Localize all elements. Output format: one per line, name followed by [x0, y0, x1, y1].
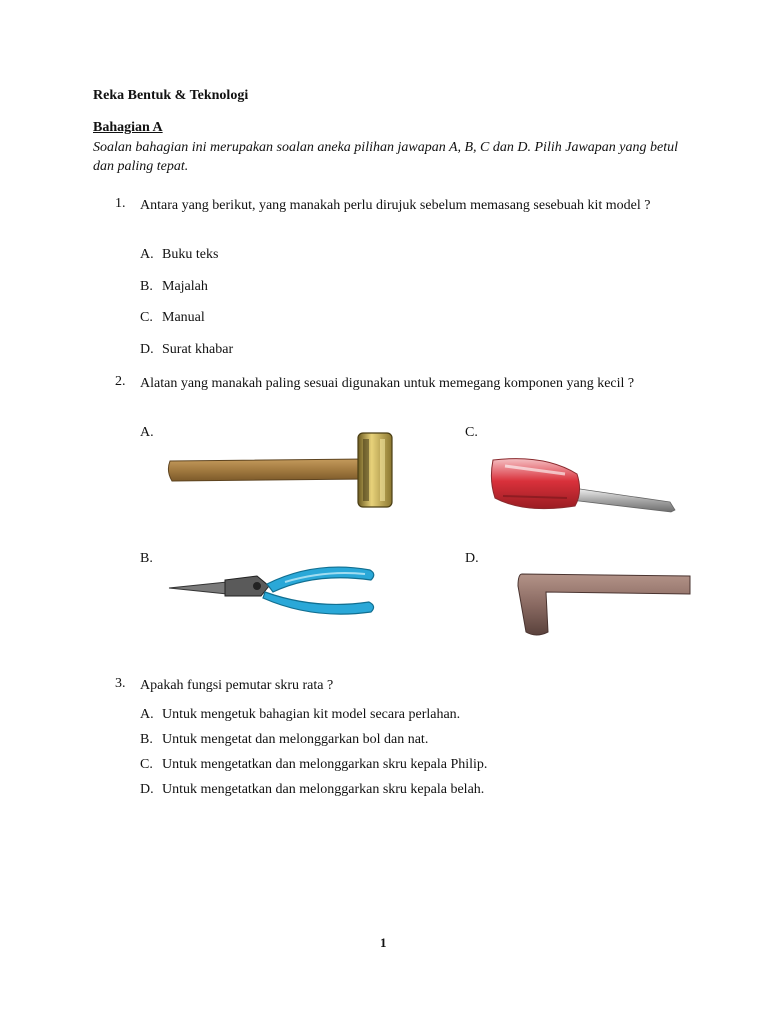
page-number: 1: [380, 935, 387, 950]
option-letter: B.: [140, 732, 153, 747]
option-letter: C.: [140, 310, 153, 325]
allen-key-icon: [510, 568, 695, 640]
question-number: 2.: [115, 374, 126, 389]
option-text: Surat khabar: [162, 342, 234, 357]
question-number: 1.: [115, 196, 126, 211]
option-letter: B.: [140, 551, 153, 566]
option-letter: B.: [140, 279, 153, 294]
option-text: Untuk mengetat dan melonggarkan bol dan nat.: [162, 732, 429, 747]
option-letter: C.: [140, 757, 153, 772]
option-text: Untuk mengetatkan dan melonggarkan skru kepala belah.: [162, 782, 485, 797]
option-letter: C.: [465, 425, 478, 440]
document-title: Reka Bentuk & Teknologi: [93, 88, 249, 103]
section-heading: Bahagian A: [93, 120, 163, 135]
option-letter: D.: [140, 342, 154, 357]
question-number: 3.: [115, 676, 126, 691]
option-text: Untuk mengetatkan dan melonggarkan skru kepala Philip.: [162, 757, 488, 772]
option-text: Untuk mengetuk bahagian kit model secara perlahan.: [162, 707, 461, 722]
question-text: Apakah fungsi pemutar skru rata ?: [140, 678, 334, 693]
option-letter: A.: [140, 247, 154, 262]
needle-nose-pliers-icon: [165, 562, 380, 622]
section-instruction: Soalan bahagian ini merupakan soalan aneka pilihan jawapan A, B, C dan D. Pilih Jawapan yang betul dan paling tepat.: [93, 140, 678, 174]
option-letter: A.: [140, 425, 154, 440]
option-letter: D.: [465, 551, 479, 566]
mallet-icon: [160, 425, 400, 515]
option-letter: D.: [140, 782, 154, 797]
option-letter: A.: [140, 707, 154, 722]
option-text: Buku teks: [162, 247, 219, 262]
question-text: Alatan yang manakah paling sesuai digunakan untuk memegang komponen yang kecil ?: [140, 376, 635, 391]
question-text: Antara yang berikut, yang manakah perlu dirujuk sebelum memasang sesebuah kit model ?: [140, 198, 651, 213]
option-text: Manual: [162, 310, 205, 325]
option-text: Majalah: [162, 279, 208, 294]
screwdriver-icon: [485, 440, 683, 528]
